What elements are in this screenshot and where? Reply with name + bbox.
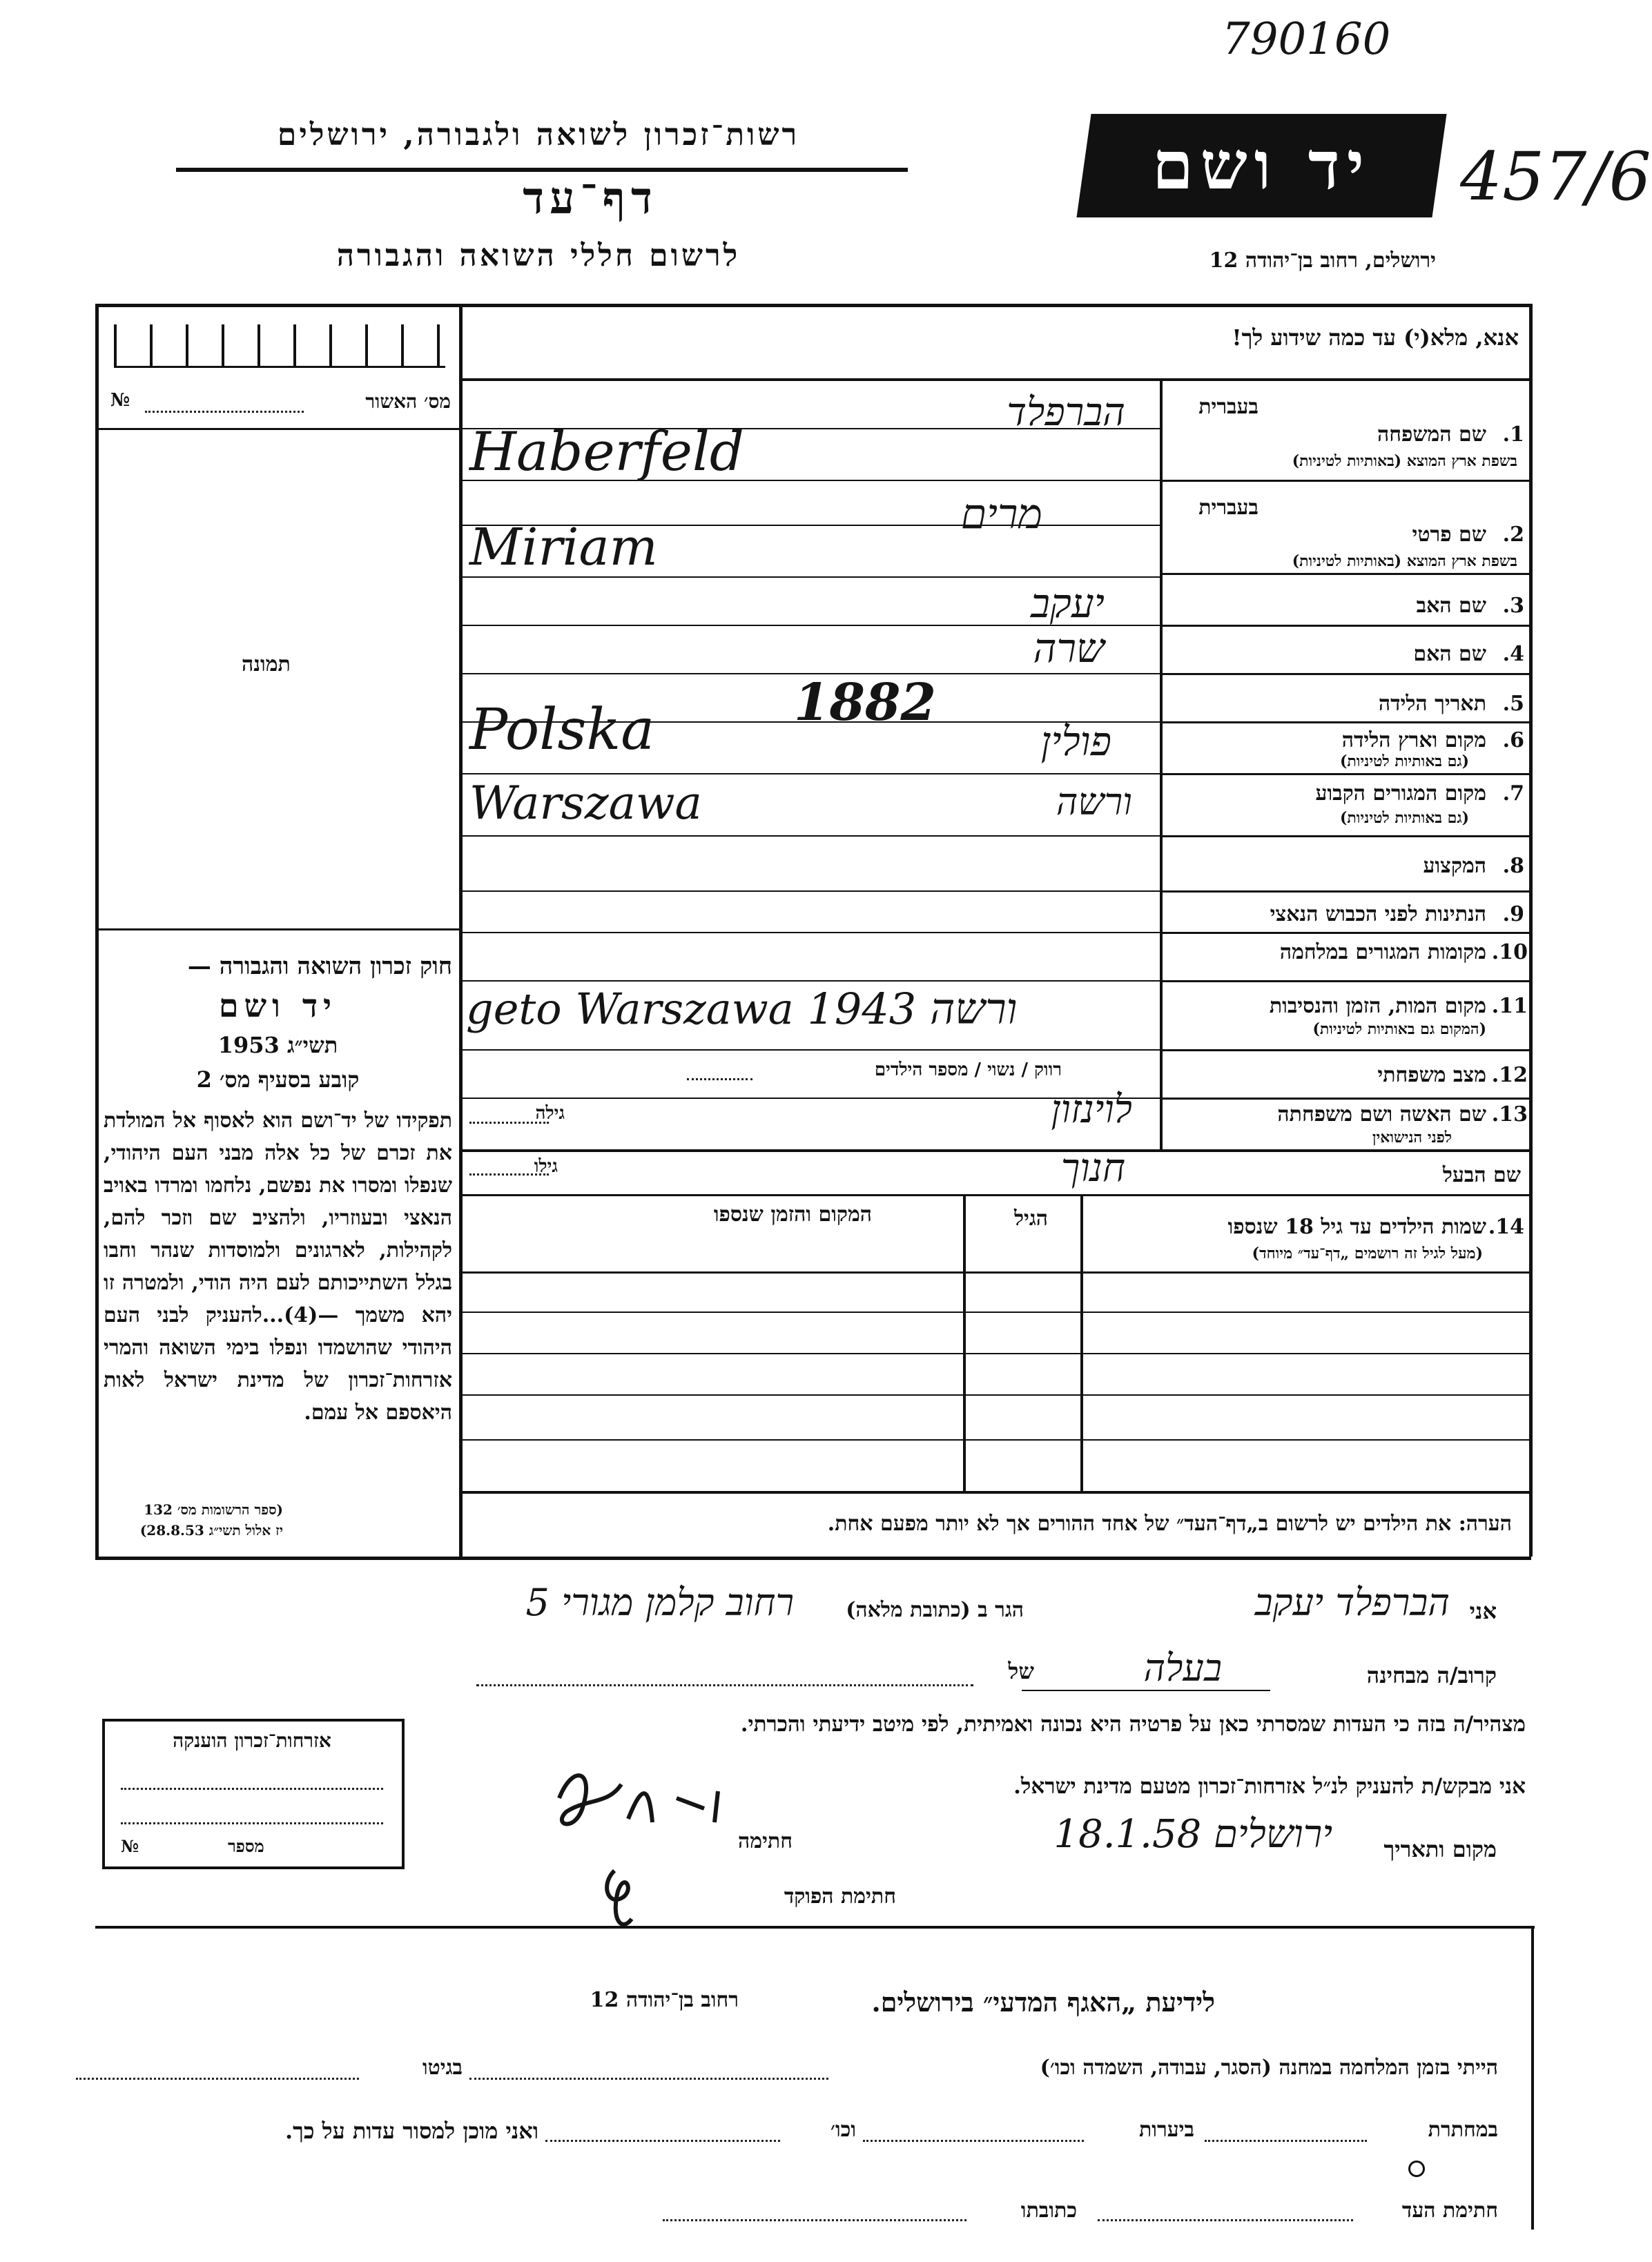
- clerk-signature-label: חתימת הפוקד: [784, 1884, 896, 1909]
- organization-address: ירושלים, רחוב בן־יהודה 12: [1209, 248, 1436, 273]
- row-line-11: [1163, 1049, 1529, 1051]
- field-2-latin-value[interactable]: Miriam: [469, 518, 658, 577]
- entry-line-12: [463, 980, 1160, 982]
- footer-line1-camp: הייתי בזמן המלחמה במחנה (הסגר, עבודה, השמדה וכו׳): [1040, 2056, 1498, 2080]
- label-column-divider: [1160, 378, 1163, 1149]
- field-4-num: 4.: [1502, 642, 1524, 666]
- footer-forests: ביערות: [1138, 2118, 1194, 2142]
- children-col-divider-2: [1080, 1194, 1083, 1492]
- field-7-hebrew-value[interactable]: ורשה: [1056, 780, 1132, 823]
- children-place-col: המקום והזמן שנספו: [713, 1202, 872, 1227]
- field-10-num: 10.: [1491, 940, 1528, 964]
- law-clause: קובע בסעיף מס׳ 2: [196, 1066, 360, 1093]
- field-13-label: שם האשה ושם משפחתה: [1277, 1102, 1486, 1127]
- footer-witness-signature: חתימת העד: [1401, 2198, 1498, 2223]
- field-1-hebrew-value[interactable]: הברפלד: [1007, 390, 1125, 435]
- law-name: יד ושם: [218, 987, 338, 1024]
- field-2-lang: בעברית: [1198, 496, 1259, 520]
- approval-number-label: מס׳ האשור: [365, 390, 451, 413]
- row-line-8: [1163, 890, 1529, 893]
- children-table-bottom: [463, 1491, 1529, 1494]
- footer-mark: [1408, 2161, 1425, 2177]
- footer-underground-field[interactable]: [1205, 2140, 1367, 2142]
- law-text: תפקידו של יד־ושם הוא לאסוף אל המולדת את זכרם של כל אלה מבני העם היהודי, שנפלו ומסרו את נפשם, נלחמו ומרדו באויב הנאצי ובעוזריו, ולהציב שם וזכר להם, לקהילות, לארגונים ולמוסדות שנהר וחבו בגלל השתייכותם לעם היה הודי, ולמטרה זו יהא משמך —(4)...להעניק לבני העם היהודי שהושמדו ונפלו בימי השואה והמרי אזרחות־זכרון של מדינת ישראל לאות היאספם אל עמם.: [104, 1109, 452, 1425]
- footer-right-border: [1531, 1926, 1534, 2230]
- footer-witness-address: כתובתו: [1020, 2198, 1077, 2223]
- wife-age-label: גילה: [535, 1103, 565, 1124]
- approval-number-field[interactable]: [145, 411, 304, 413]
- row-line-9: [1163, 932, 1529, 934]
- field-1-num: 1.: [1502, 422, 1524, 447]
- declaration-resides: הגר ב (כתובת מלאה): [846, 1598, 1024, 1622]
- field-10-label: מקומות המגורים במלחמה: [1279, 940, 1486, 964]
- field-2-hebrew-value[interactable]: מרים: [960, 490, 1042, 538]
- relation-underline: [1022, 1690, 1270, 1691]
- children-row-line-1: [463, 1312, 1529, 1313]
- declaration-request: אני מבקש/ת להעניק לנ״ל אזרחות־זכרון מטעם מדינת ישראל.: [1013, 1774, 1526, 1799]
- field-6-latin-value[interactable]: Polska: [469, 697, 655, 763]
- row-line-5: [1163, 721, 1529, 723]
- relation-value[interactable]: בעלה: [1143, 1646, 1222, 1690]
- frame-left: [95, 304, 99, 1560]
- footer-etc-field[interactable]: [545, 2140, 780, 2142]
- field-13-value[interactable]: לוינזון: [1051, 1087, 1132, 1132]
- intro-instruction: אנא, מלא(י) עד כמה שידוע לך!: [1232, 324, 1519, 351]
- field-12-num: 12.: [1491, 1063, 1528, 1087]
- field-9-num: 9.: [1502, 902, 1524, 926]
- husband-label: שם הבעל: [1442, 1163, 1521, 1187]
- field-4-label: שם האם: [1413, 642, 1486, 666]
- record-reference: (ספר הרשומות מס׳ 132: [144, 1501, 283, 1518]
- field-3-num: 3.: [1502, 594, 1524, 618]
- field-1-lang: בעברית: [1198, 395, 1259, 419]
- field-3-value[interactable]: יעקב: [1030, 580, 1105, 627]
- photo-box-bottom: [99, 928, 459, 930]
- form-subtitle: לרשום חללי השואה והגבורה: [336, 238, 741, 273]
- children-col-divider-1: [963, 1194, 966, 1492]
- footer-etc: וכו׳: [830, 2118, 856, 2142]
- entry-line-16: [463, 1194, 1529, 1196]
- place-date-label: מקום ותאריך: [1383, 1836, 1497, 1862]
- entry-line-10: [463, 890, 1160, 892]
- field-7-num: 7.: [1502, 781, 1524, 806]
- signature-label: חתימה: [738, 1829, 793, 1853]
- entry-line-9: [463, 835, 1160, 837]
- footer-forests-field[interactable]: [863, 2140, 1084, 2142]
- frame-bottom: [95, 1557, 1531, 1560]
- field-12-children-count[interactable]: [687, 1078, 752, 1080]
- approval-underline: [99, 428, 459, 430]
- barcode-ticks: [114, 324, 445, 368]
- field-7-latin-value[interactable]: Warszawa: [469, 777, 702, 830]
- citizenship-box-number: מספר: [228, 1836, 264, 1856]
- field-2-label: שם פרטי: [1412, 523, 1486, 547]
- law-year: תשי״ג 1953: [217, 1032, 338, 1058]
- frame-top: [95, 304, 1531, 307]
- field-13-sub: לפני הנישואין: [1372, 1129, 1452, 1147]
- row-line-1: [1163, 480, 1529, 482]
- field-8-label: המקצוע: [1423, 854, 1486, 878]
- intro-underline: [463, 378, 1529, 381]
- field-13-num: 13.: [1491, 1102, 1528, 1127]
- entry-line-13: [463, 1049, 1160, 1051]
- handwritten-side-number: 457/6: [1460, 138, 1651, 215]
- approval-no-sign: №: [110, 390, 130, 411]
- field-1-latin-value[interactable]: Haberfeld: [469, 421, 744, 483]
- field-11-num: 11.: [1491, 994, 1528, 1018]
- entry-line-11: [463, 932, 1160, 933]
- photo-label: תמונה: [242, 652, 291, 676]
- field-2-num: 2.: [1502, 523, 1524, 547]
- row-line-6: [1163, 773, 1529, 775]
- declaration-relative: קרוב/ה מבחינה: [1366, 1662, 1497, 1688]
- field-9-label: הנתינות לפני הכבוש הנאצי: [1270, 902, 1486, 926]
- row-line-12: [1163, 1098, 1529, 1100]
- form-title: דף־עד: [523, 173, 658, 224]
- children-header-line: [463, 1271, 1529, 1274]
- signature-scribble: [545, 1757, 794, 1846]
- footer-address: רחוב בן־יהודה 12: [590, 1988, 739, 2012]
- footer-testify: ואני מוכן למסור עדות על כך.: [284, 2118, 538, 2144]
- footer-separator: [95, 1926, 1535, 1929]
- authority-name: רשות־זכרון לשואה ולגבורה, ירושלים: [277, 117, 800, 153]
- field-7-sub: (גם באותיות לטיניות): [1339, 809, 1469, 827]
- field-11-sub: (המקום גם באותיות לטיניות): [1312, 1020, 1486, 1038]
- children-label: שמות הילדים עד גיל 18 שנספו: [1227, 1215, 1486, 1239]
- field-6-sub: (גם באותיות לטיניות): [1339, 752, 1469, 770]
- field-12-status-options: רווק / נשוי / מספר הילדים: [874, 1060, 1062, 1080]
- place-date-value[interactable]: ירושלים 18.1.58: [1053, 1812, 1332, 1857]
- field-11-label: מקום המות, הזמן והנסיבות: [1269, 994, 1486, 1018]
- law-title: חוק זכרון השואה והגבורה —: [187, 953, 452, 980]
- footer-line1-ghetto: בגיטו: [422, 2056, 463, 2080]
- children-row-line-3: [463, 1394, 1529, 1396]
- field-2-sub: בשפת ארץ המוצא (באותיות לטיניות): [1292, 552, 1517, 570]
- declarant-address-value[interactable]: רחוב קלמן מגורי 5: [525, 1581, 794, 1624]
- citizenship-box-line-2[interactable]: [121, 1822, 383, 1824]
- field-4-value[interactable]: שרה: [1033, 625, 1105, 672]
- husband-age-field[interactable]: [469, 1173, 549, 1176]
- footer-camp-field[interactable]: [469, 2078, 828, 2080]
- field-7-label: מקום המגורים הקבוע: [1315, 781, 1486, 806]
- declaration-of: של: [1008, 1658, 1034, 1684]
- row-line-10: [1163, 980, 1529, 982]
- children-row-line-2: [463, 1353, 1529, 1354]
- children-num: 14.: [1488, 1215, 1524, 1239]
- row-line-2: [1163, 573, 1529, 575]
- citizenship-box-no: №: [121, 1836, 139, 1856]
- footer-ghetto-field[interactable]: [76, 2078, 359, 2080]
- footer-underground: במחתרת: [1428, 2118, 1498, 2142]
- field-6-hebrew-value[interactable]: פולין: [1040, 718, 1111, 765]
- declarant-signature[interactable]: [545, 1757, 794, 1846]
- declarant-name-value[interactable]: הברפלד יעקב: [1254, 1581, 1450, 1624]
- field-5-label: תאריך הלידה: [1378, 692, 1486, 716]
- declaration-ani: אני: [1469, 1598, 1497, 1624]
- footer-witness-address-field[interactable]: [663, 2219, 966, 2221]
- row-line-3: [1163, 625, 1529, 627]
- footer-witness-signature-field[interactable]: [1098, 2219, 1353, 2221]
- authority-underline: [176, 168, 908, 172]
- footer-title: לידיעת „האגף המדעי״ בירושלים.: [871, 1987, 1215, 2018]
- husband-age-label: גילו: [534, 1156, 558, 1177]
- children-sub: (מעל לגיל זה רושמים „דף־עד״ מיוחד): [1252, 1245, 1483, 1262]
- children-note: הערה: את הילדים יש לרשום ב„דף־העד״ של אחד ההורים אך לא יותר מפעם אחת.: [827, 1512, 1512, 1536]
- entry-line-8: [463, 773, 1160, 774]
- logo-text: יד ושם: [1151, 126, 1372, 204]
- row-line-7: [1163, 835, 1529, 837]
- citizenship-box-line-1[interactable]: [121, 1788, 383, 1790]
- children-age-col: הגיל: [1013, 1207, 1048, 1231]
- field-12-label: מצב משפחתי: [1377, 1063, 1486, 1087]
- field-3-label: שם האב: [1416, 594, 1486, 618]
- children-row-line-4: [463, 1439, 1529, 1441]
- field-11-value[interactable]: geto Warszawa ורשה 1943: [466, 984, 1018, 1034]
- field-6-label: מקום וארץ הלידה: [1341, 728, 1486, 752]
- field-5-value[interactable]: 1882: [794, 673, 936, 732]
- citizenship-box-title: אזרחות־זכרון הוענקה: [173, 1729, 331, 1752]
- declaration-statement: מצהיר/ה בזה כי העדות שמסרתי כאן על פרטיה היא נכונה ואמיתית, לפי מיטב ידיעתי והכרתי.: [740, 1712, 1526, 1737]
- field-5-num: 5.: [1502, 692, 1524, 716]
- wife-age-field[interactable]: [469, 1122, 549, 1124]
- field-8-num: 8.: [1502, 854, 1524, 878]
- declaration-of-field[interactable]: [476, 1684, 973, 1686]
- field-1-label: שם המשפחה: [1377, 422, 1486, 447]
- row-line-4: [1163, 673, 1529, 675]
- record-date: יז אלול תשי״ג 28.8.53): [139, 1522, 283, 1539]
- handwritten-file-number: 790160: [1222, 14, 1391, 65]
- husband-value[interactable]: חנוך: [1060, 1146, 1125, 1191]
- frame-right: [1529, 304, 1533, 1557]
- field-6-num: 6.: [1502, 728, 1524, 752]
- field-1-sub: בשפת ארץ המוצא (באותיות לטיניות): [1292, 452, 1517, 470]
